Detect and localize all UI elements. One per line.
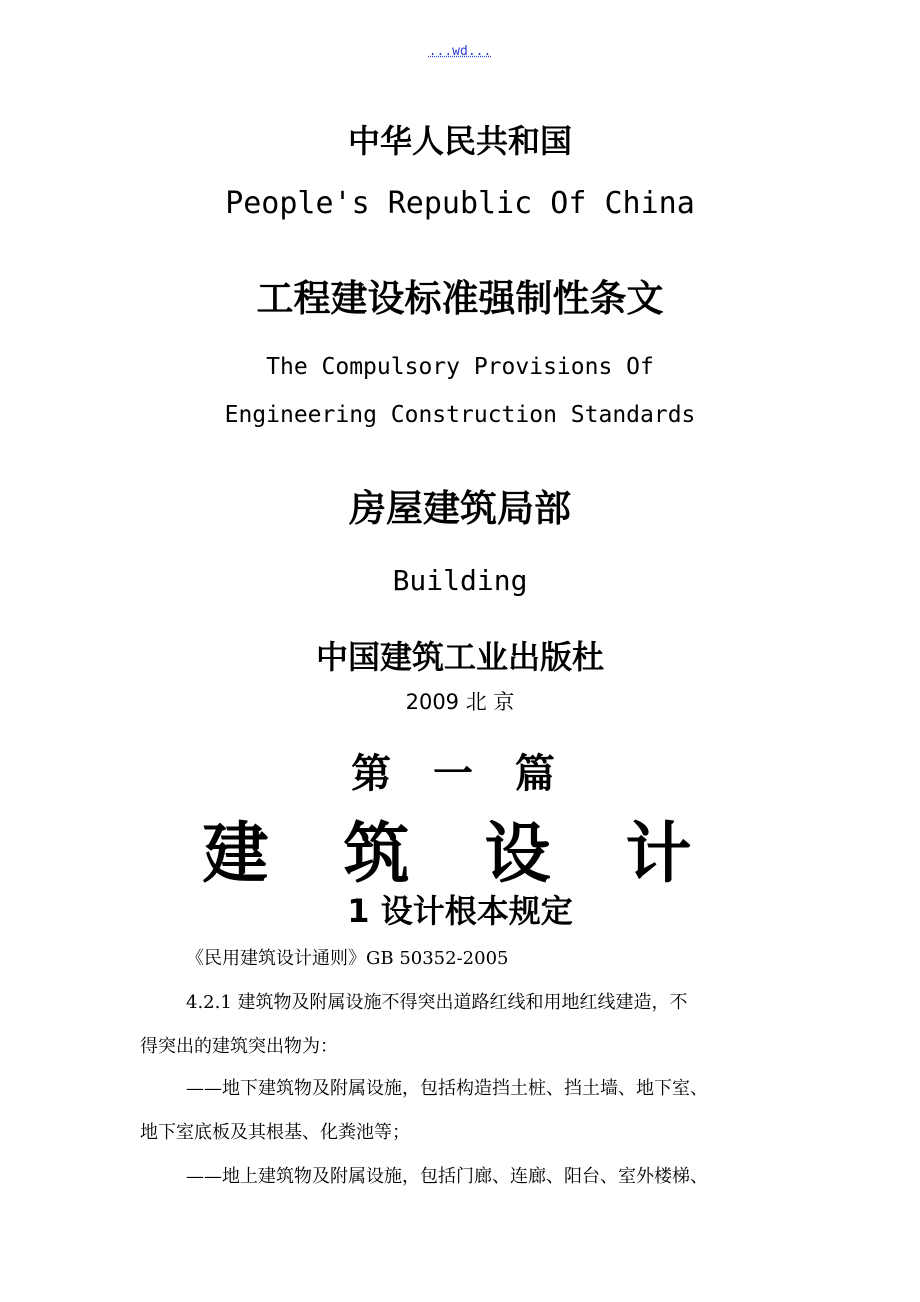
volume-title: 建 筑 设 计 [202, 815, 718, 892]
publisher-name: 中国建筑工业出版杜 [315, 638, 604, 676]
country-title-cn: 中华人民共和国 [347, 122, 572, 160]
header-link[interactable]: ...wd... [428, 44, 492, 59]
document-title-en-line1: The Compulsory Provisions Of [266, 354, 654, 380]
clause-text-line: 地下室底板及其根基、化粪池等； [140, 1122, 410, 1143]
publication-year-place: 2009 北 京 [405, 690, 515, 714]
standard-reference: 《民用建筑设计通则》GB 50352-2005 [186, 948, 509, 969]
document-title-en-line2: Engineering Construction Standards [224, 402, 696, 428]
chapter-heading: 1 设计根本规定 [347, 892, 573, 930]
document-title-cn: 工程建设标准强制性条文 [256, 277, 664, 320]
part-title-cn: 房屋建筑局部 [349, 487, 571, 530]
clause-text-line: 4.2.1 建筑物及附属设施不得突出道路红线和用地红线建造，不 [186, 992, 688, 1013]
clause-list-item: ——地上建筑物及附属设施，包括门廊、连廊、阳台、室外楼梯、 [186, 1166, 708, 1187]
volume-heading: 第 一 篇 [351, 751, 569, 797]
clause-list-item: ——地下建筑物及附属设施，包括构造挡土桩、挡土墙、地下室、 [186, 1078, 708, 1099]
part-title-en: Building [392, 564, 528, 597]
clause-text-line: 得突出的建筑突出物为： [140, 1036, 338, 1057]
country-title-en: People's Republic Of China [225, 186, 695, 221]
